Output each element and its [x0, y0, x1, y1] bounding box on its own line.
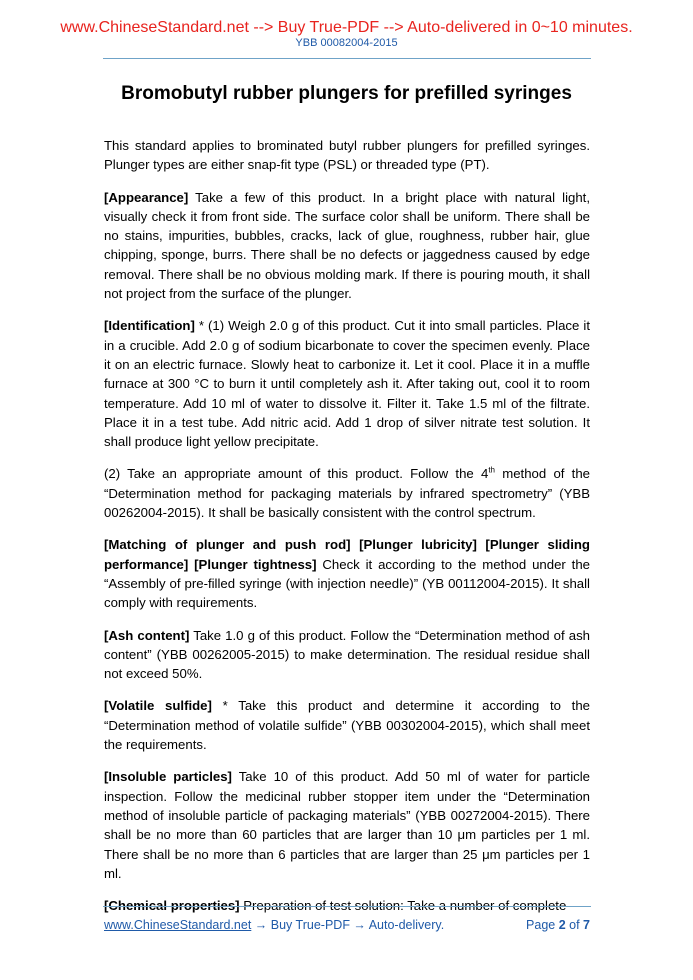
page-indicator: Page 2 of 7 — [526, 918, 590, 932]
page-footer — [104, 916, 590, 934]
total-pages-number: 7 — [583, 918, 590, 932]
promo-banner[interactable]: www.ChineseStandard.net --> Buy True-PDF --> Auto-delivered in 0~10 minutes. — [60, 19, 633, 36]
identification-heading: [Identification] — [104, 318, 195, 334]
document-body — [104, 136, 590, 928]
plunger-matching-paragraph: [Matching of plunger and push rod] [Plunger lubricity] [Plunger sliding performance] [Plunger tightness] Check it according to the method under the “Assembly of pre-filled syringe (with injection needle)” (YB 00112004-2015). It shall comply with requirements. — [104, 537, 590, 611]
ash-content-paragraph: [Ash content] Take 1.0 g of this product. Follow the “Determination method of ash content” (YBB 00262005-2015) to make determination. The residual residue shall not exceed 50%. — [104, 627, 591, 682]
appearance-heading: [Appearance] — [104, 189, 189, 205]
header-divider — [103, 58, 591, 59]
current-page-number: 2 — [558, 918, 566, 932]
footer-site-link[interactable]: www.ChineseStandard.net — [104, 918, 252, 932]
volatile-sulfide-heading: [Volatile sulfide] — [104, 698, 212, 714]
footer-buy-text: Buy True-PDF — [270, 918, 350, 932]
intro-paragraph: This standard applies to brominated butyl rubber plungers for prefilled syringes. Plunger types are either snap-fit type (PSL) or threaded type (PT). — [104, 138, 590, 173]
arrow-icon: → — [349, 918, 369, 932]
document-number: YBB 00082004-2015 — [295, 37, 398, 49]
page-title: Bromobutyl rubber plungers for prefilled syringes — [121, 83, 572, 104]
ash-content-heading: [Ash content] — [104, 627, 190, 643]
chemical-properties-heading: [Chemical properties] — [104, 898, 240, 914]
identification-method-2-paragraph: (2) Take an appropriate amount of this product. Follow the 4th method of the “Determination method for packaging materials by infrared spectrometry” (YBB 00262004-2015). It shall be basically consistent with the control spectrum. — [104, 466, 590, 521]
insoluble-particles-paragraph: [Insoluble particles] Take 10 of this product. Add 50 ml of water for particle inspection. Follow the medicinal rubber stopper item under the “Determination method of insoluble particle of packaging materials” (YBB 00272004-2015). There shall be no more than 60 particles that are larger than 10 μm particles per 1 ml. There shall be no more than 6 particles that are larger than 25 μm particles per 1 ml. — [104, 769, 590, 881]
insoluble-particles-heading: [Insoluble particles] — [104, 769, 232, 785]
footer-delivery-text: Auto-delivery. — [368, 918, 445, 932]
arrow-icon: → — [251, 918, 271, 932]
plunger-matching-heading: [Matching of plunger and push rod] [Plunger lubricity] [Plunger sliding performance] [Plunger tightness] — [104, 537, 590, 572]
chemical-properties-paragraph: [Chemical properties] Preparation of test solution: Take a number of complete — [104, 898, 567, 914]
footer-divider — [103, 906, 591, 907]
identification-paragraph: [Identification] * (1) Weigh 2.0 g of this product. Cut it into small particles. Place it in a crucible. Add 2.0 g of sodium bicarbonate to cover the specimen evenly. Place it on an electric furnace. Slowly heat to carbonize it. Let it cool. Place it in a muffle furnace at 300 °C to burn it until completely ash it. After taking out, cool it to room temperature. Add 10 ml of water to dissolve it. Filter it. Take 1.5 ml of the filtrate. Place it in a test tube. Add nitric acid. Add 1 drop of silver nitrate test solution. It shall produce light yellow precipitate. — [104, 318, 590, 450]
volatile-sulfide-paragraph: [Volatile sulfide] * Take this product and determine it according to the “Determination method of volatile sulfide” (YBB 00302004-2015), which shall meet the requirements. — [104, 698, 590, 753]
appearance-paragraph: [Appearance] Take a few of this product. In a bright place with natural light, visually check it from front side. The surface color shall be uniform. There shall be no stains, impurities, bubbles, cracks, lack of glue, roughness, rubber hair, glue chipping, sponge, burrs. There shall be no defects or jaggedness caused by edge removal. There shall be no obvious molding mark. If there is pouring mouth, it shall not project from the surface of the plunger. — [104, 189, 590, 302]
